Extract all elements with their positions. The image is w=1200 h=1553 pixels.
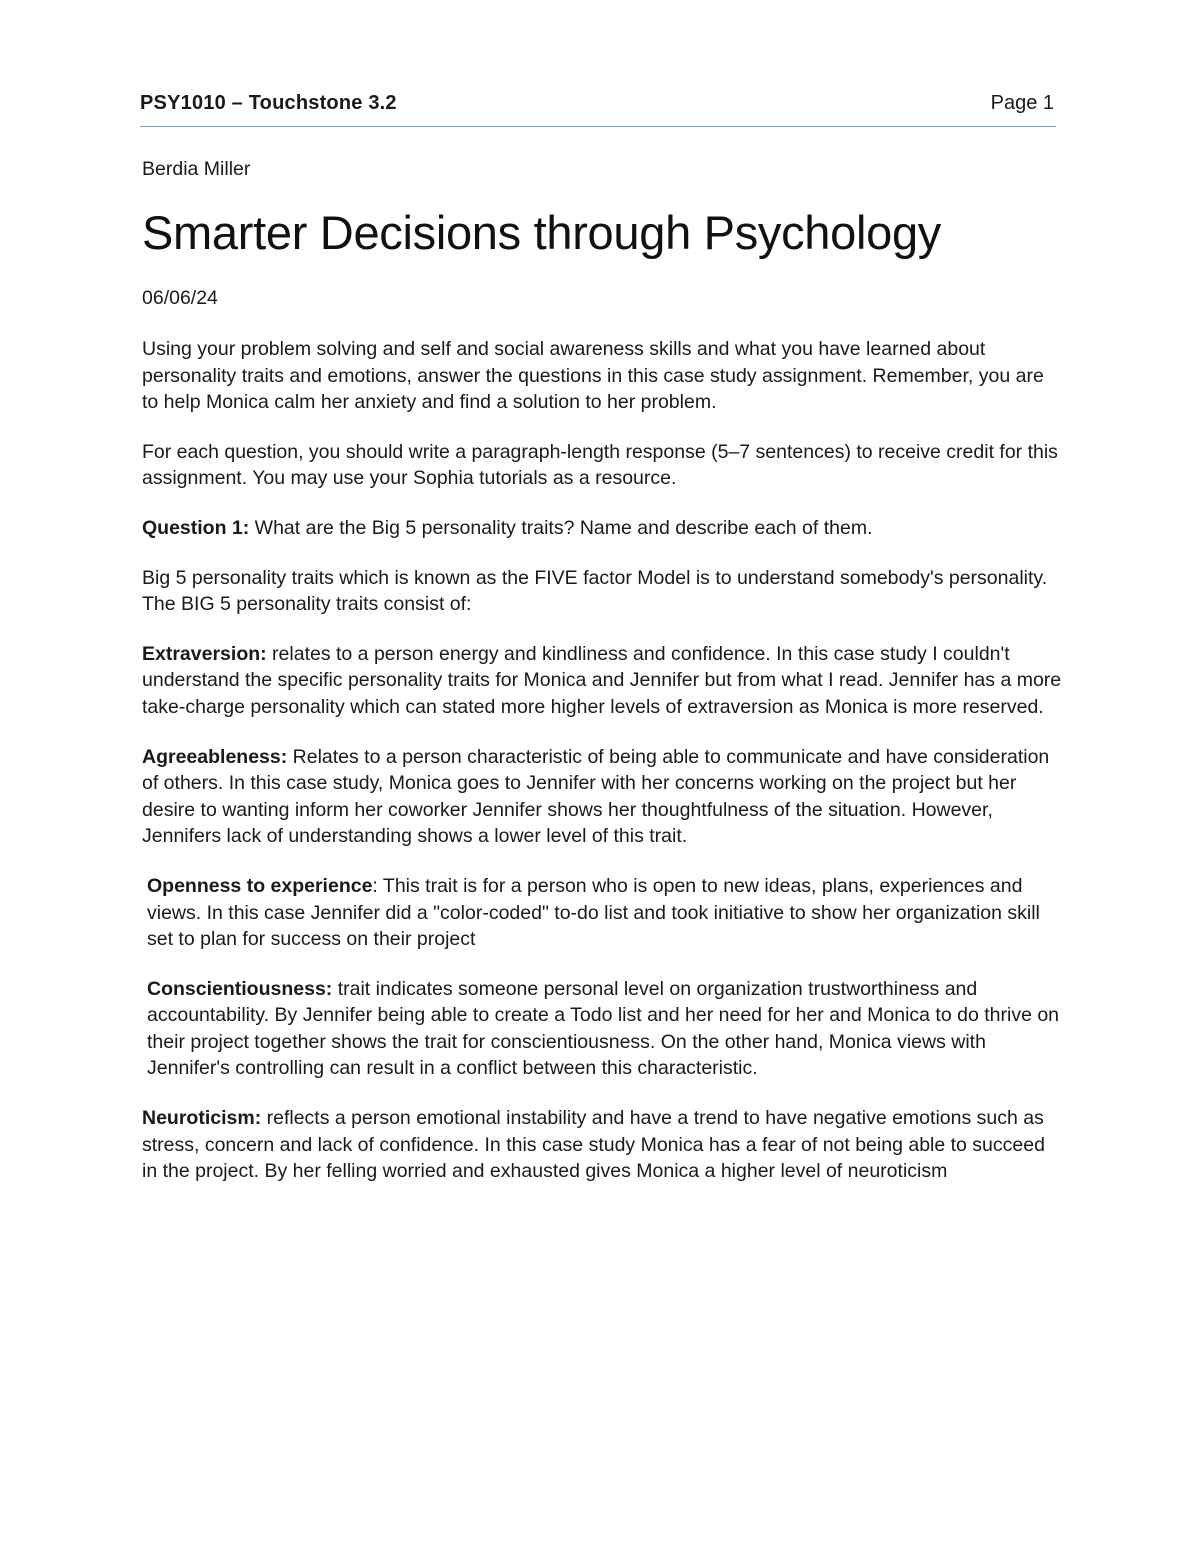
trait-description: trait indicates someone personal level on organization trustworthiness and accountability. By Jennifer being able to create a Todo list and her need for her and Monica to do thrive on their project together shows the trait for conscientiousness. On the other hand, Monica views with Jennifer's controlling can result in a conflict between this characteristic. — [147, 977, 1060, 1080]
trait-description: : This trait is for a person who is open to new ideas, plans, experiences and views. In this case Jennifer did a "color-coded" to-do list and took initiative to show her organization skill set to plan for success on their project — [147, 874, 1040, 951]
page-number: Page 1 — [990, 92, 1054, 114]
answer-intro: Big 5 personality traits which is known as the FIVE factor Model is to understand somebody's personality. The BIG 5 personality traits consist of: — [142, 566, 1048, 616]
trait-description: Relates to a person characteristic of being able to communicate and have consideration of others. In this case study, Monica goes to Jennifer with her concerns working on the project but her desire to wanting inform her coworker Jennifer shows her thoughtfulness of the situation. However, Jennifers lack of understanding shows a lower level of this trait. — [142, 745, 1050, 848]
document-date: 06/06/24 — [142, 287, 218, 309]
question-label: Question 1: — [142, 516, 250, 539]
question-1 — [142, 515, 1062, 542]
author-name: Berdia Miller — [142, 158, 251, 180]
trait-extraversion — [142, 641, 1062, 721]
trait-neuroticism — [142, 1105, 1062, 1185]
trait-conscientiousness — [142, 976, 1062, 1082]
page-header — [140, 90, 1056, 127]
trait-name: Openness to experience — [147, 874, 373, 897]
trait-agreeableness — [142, 744, 1062, 850]
trait-name: Conscientiousness: — [147, 977, 333, 1000]
intro-paragraph-2: For each question, you should write a paragraph-length response (5–7 sentences) to receive credit for this assignment. You may use your Sophia tutorials as a resource. — [142, 440, 1058, 490]
intro-paragraph-1: Using your problem solving and self and social awareness skills and what you have learned about personality traits and emotions, answer the questions in this case study assignment. Remember, you are to help Monica calm her anxiety and find a solution to her problem. — [142, 338, 1044, 414]
trait-description: reflects a person emotional instability and have a trend to have negative emotions such as stress, concern and lack of confidence. In this case study Monica has a fear of not being able to succeed in the project. By her felling worried and exhausted gives Monica a higher level of neuroticism — [142, 1107, 1045, 1183]
trait-name: Extraversion: — [142, 642, 267, 665]
trait-description: relates to a person energy and kindliness and confidence. In this case study I couldn't understand the specific personality traits for Monica and Jennifer but from what I read. Jennifer has a more take-charge personality which can stated more higher levels of extraversion as Monica is more reserved. — [142, 642, 1062, 718]
trait-openness — [142, 873, 1062, 953]
trait-name: Neuroticism: — [142, 1107, 262, 1130]
question-text: What are the Big 5 personality traits? Name and describe each of them. — [249, 516, 873, 539]
trait-name: Agreeableness: — [142, 745, 288, 768]
course-header: PSY1010 – Touchstone 3.2 — [140, 92, 397, 114]
document-body — [142, 156, 1062, 1185]
document-title: Smarter Decisions through Psychology — [142, 206, 942, 259]
